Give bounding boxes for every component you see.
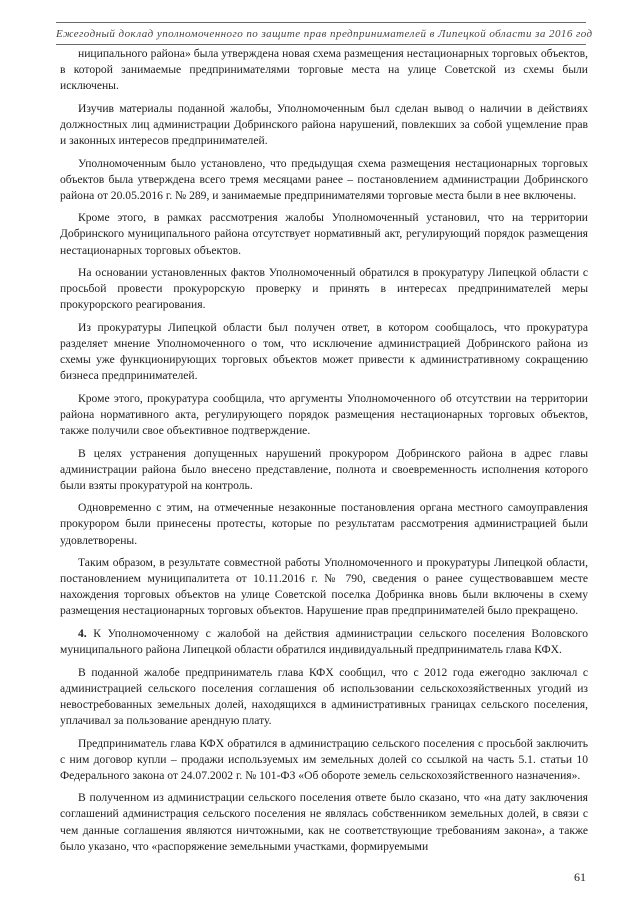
- paragraph: Одновременно с этим, на отмеченные незаконные постановления органа местного самоуправления прокурором были принесены протесты, которые по результатам рассмотрения администрацией были удовлетворены.: [60, 501, 588, 547]
- paragraph: В целях устранения допущенных нарушений прокурором Добринского района в адрес главы администрации района было внесено представление, полнота и своевременность исполнения которого были взяты прокуратурой на контроль.: [60, 446, 588, 492]
- page-number: 61: [574, 870, 586, 884]
- paragraph: Изучив материалы поданной жалобы, Уполномоченным был сделан вывод о наличии в действиях должностных лиц администрации Добринского района нарушений, повлекших за собой ущемление прав и законных интересов предпринимателей.: [60, 101, 588, 147]
- paragraph: На основании установленных фактов Уполномоченный обратился в прокуратуру Липецкой области с просьбой провести прокурорскую проверку и принять в интересах предпринимателей меры прокурорского реагирования.: [60, 266, 588, 312]
- paragraph: Предприниматель глава КФХ обратился в администрацию сельского поселения с просьбой заключить с ним договор купли – продажи используемых им земельных долей со ссылкой на часть 5.1. статьи 10 Федерального закона от 24.07.2002 г. № 101-ФЗ «Об обороте земель сельскохозяйственного назначения».: [60, 736, 588, 782]
- paragraph: Уполномоченным было установлено, что предыдущая схема размещения нестационарных торговых объектов была утверждена всего тремя месяцами ранее – постановлением администрации Добринского района от 20.05.2016 г. № 289, и занимаемые предпринимателями торговые места были в нее включены.: [60, 156, 588, 202]
- paragraph: Из прокуратуры Липецкой области был получен ответ, в котором сообщалось, что прокуратура разделяет мнение Уполномоченного о том, что исключение администрацией Добринского района из схемы уже функционирующих торговых объектов может привести к административному сокращению бизнеса предпринимателей.: [60, 320, 588, 383]
- running-header: Ежегодный доклад уполномоченного по защите прав предпринимателей в Липецкой области за 2016 год: [56, 22, 586, 45]
- paragraph: Кроме этого, прокуратура сообщила, что аргументы Уполномоченного об отсутствии на территории района нормативного акта, регулирующего порядок размещения нестационарных торговых объектов, также получили свое объективное подтверждение.: [60, 391, 588, 437]
- paragraph-number: 4.: [78, 627, 87, 640]
- paragraph: Кроме этого, в рамках рассмотрения жалобы Уполномоченный установил, что на территории Добринского муниципального района отсутствует нормативный акт, регулирующий порядок размещения нестационарных торговых объектов.: [60, 211, 588, 257]
- numbered-paragraph: 4. К Уполномоченному с жалобой на действия администрации сельского поселения Воловского муниципального района Липецкой области обратился индивидуальный предприниматель глава КФХ.: [60, 627, 588, 657]
- paragraph: В полученном из администрации сельского поселения ответе было сказано, что «на дату заключения соглашений администрация сельского поселения не являлась собственником земельных долей, в связи с чем данные соглашения являются ничтожными, как не соответствующие требованиям закона», а также было указано, что «распоряжение земельными участками, формируемыми: [60, 791, 588, 853]
- paragraph: ниципального района» была утверждена новая схема размещения нестационарных торговых объектов, в которой занимаемые предпринимателями торговые места на улице Советской из схемы были исключены.: [60, 47, 588, 93]
- body-text: [60, 46, 588, 856]
- paragraph: В поданной жалобе предприниматель глава КФХ сообщил, что с 2012 года ежегодно заключал с администрацией сельского поселения соглашения об использовании сельскохозяйственных угодий из невостребованных земельных долей, находящихся в административных границах сельского поселения, уплачивал за пользование арендную плату.: [60, 665, 588, 727]
- paragraph: Таким образом, в результате совместной работы Уполномоченного и прокуратуры Липецкой области, постановлением муниципалитета от 10.11.2016 г. № 790, сведения о ранее существовавшем месте нахождения торговых объектов на улице Советской поселка Добринка вновь были включены в схему размещения нестационарных торговых объектов. Нарушение прав предпринимателей было прекращено.: [60, 556, 588, 618]
